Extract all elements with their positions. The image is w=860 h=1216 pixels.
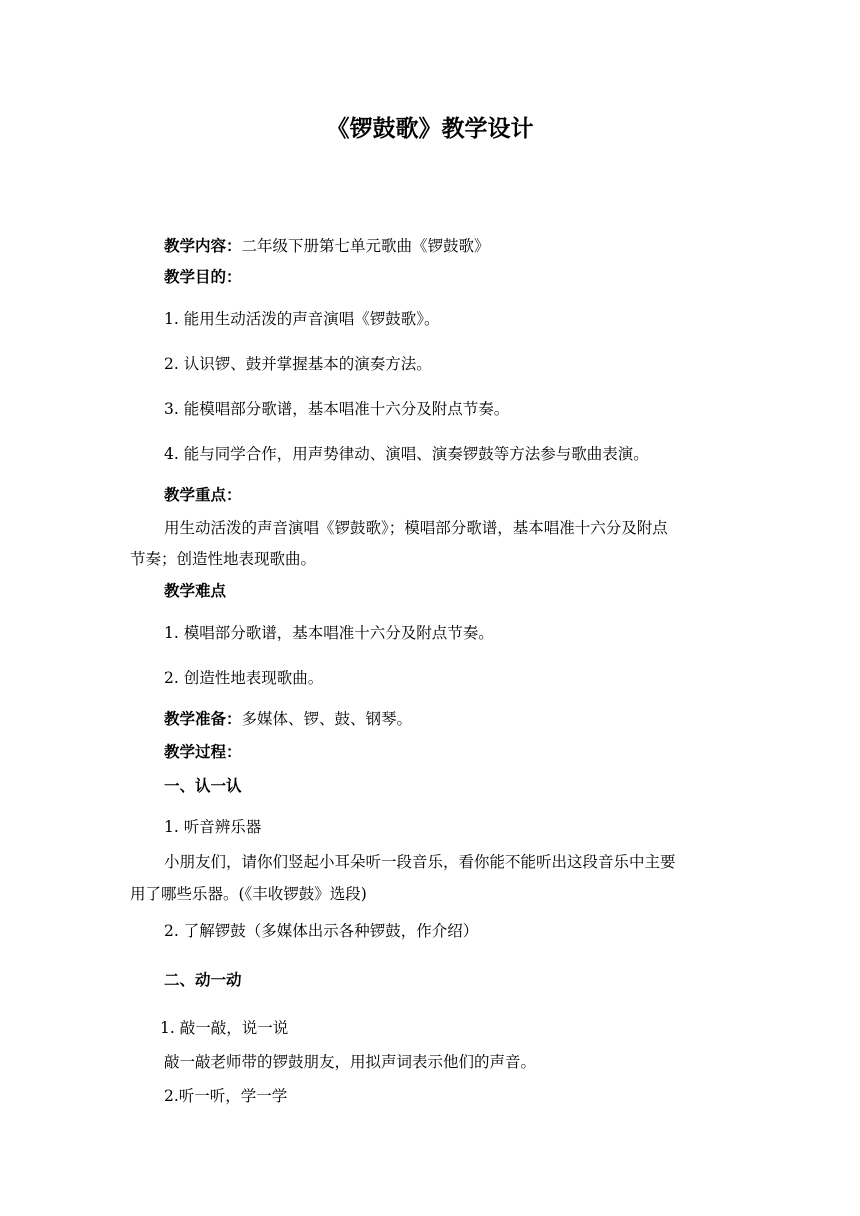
difficulty-item-1: 1. 模唱部分歌谱，基本唱准十六分及附点节奏。 [164, 624, 494, 642]
preparation-text: 多媒体、锣、鼓、钢琴。 [241, 710, 413, 728]
objective-item-3: 3. 能模唱部分歌谱，基本唱准十六分及附点节奏。 [164, 400, 510, 418]
objectives-heading: 教学目的： [164, 268, 242, 286]
section-2-heading: 二、动一动 [164, 971, 242, 989]
preparation-label: 教学准备： [164, 710, 242, 728]
teaching-content-label: 教学内容： [164, 237, 242, 255]
section-1-item-1: 1. 听音辨乐器 [164, 818, 262, 836]
section-2-paragraph: 敲一敲老师带的锣鼓朋友，用拟声词表示他们的声音。 [164, 1053, 537, 1071]
objective-item-2: 2. 认识锣、鼓并掌握基本的演奏方法。 [164, 355, 432, 373]
section-1-paragraph-line-1: 小朋友们，请你们竖起小耳朵听一段音乐，看你能不能听出这段音乐中主要 [164, 853, 676, 871]
key-points-line-1: 用生动活泼的声音演唱《锣鼓歌》；模唱部分歌谱，基本唱准十六分及附点 [164, 519, 668, 537]
difficulty-item-2: 2. 创造性地表现歌曲。 [164, 669, 324, 687]
section-1-paragraph-line-2: 用了哪些乐器。(《丰收锣鼓》选段) [130, 885, 367, 903]
process-heading: 教学过程： [164, 743, 242, 761]
preparation-line [164, 709, 412, 729]
objective-item-1: 1. 能用生动活泼的声音演唱《锣鼓歌》。 [164, 310, 440, 328]
teaching-content-line [164, 236, 490, 256]
section-1-heading: 一、认一认 [164, 777, 242, 795]
document-title: 《锣鼓歌》教学设计 [326, 116, 534, 142]
section-2-item-2: 2.听一听，学一学 [164, 1087, 288, 1105]
key-points-line-2: 节奏；创造性地表现歌曲。 [130, 550, 317, 568]
section-1-item-2: 2. 了解锣鼓（多媒体出示各种锣鼓，作介绍） [164, 922, 479, 940]
key-points-heading: 教学重点： [164, 486, 242, 504]
difficulties-heading: 教学难点 [164, 582, 227, 600]
objective-item-4: 4. 能与同学合作，用声势律动、演唱、演奏锣鼓等方法参与歌曲表演。 [164, 445, 649, 463]
section-2-item-1: 1. 敲一敲，说一说 [160, 1019, 289, 1037]
teaching-content-text: 二年级下册第七单元歌曲《锣鼓歌》 [241, 237, 490, 255]
